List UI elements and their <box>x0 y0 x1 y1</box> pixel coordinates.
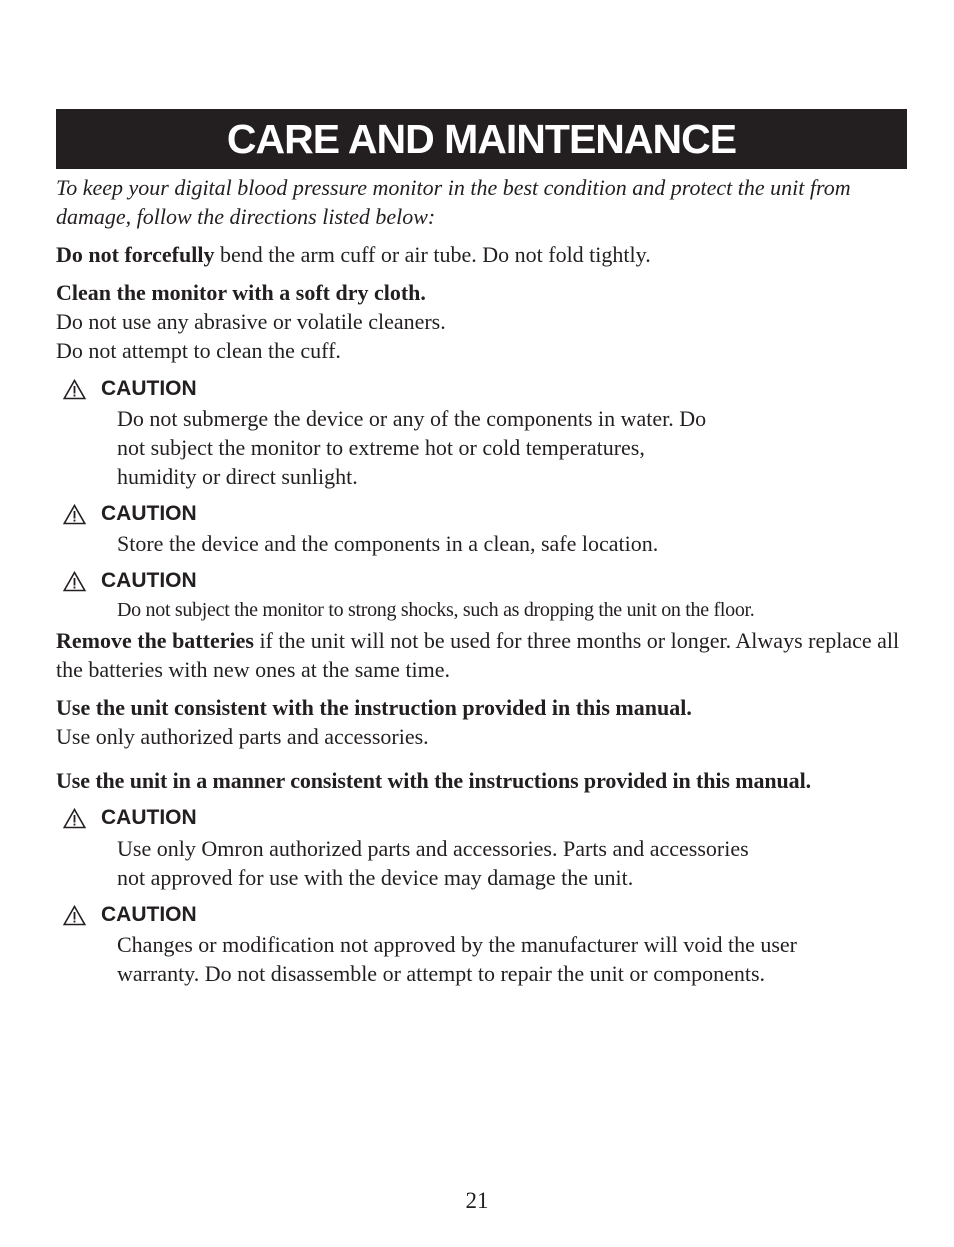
warning-triangle-icon <box>63 504 86 525</box>
caution-heading <box>63 805 197 831</box>
intro-text: To keep your digital blood pressure monitor in the best condition and protect the unit from damage, follow the directions listed below: <box>56 175 851 229</box>
caution-label: CAUTION <box>101 569 197 592</box>
item-forcefully <box>56 240 651 269</box>
caution-label: CAUTION <box>101 502 197 525</box>
caution-5-line1: Changes or modification not approved by the manufacturer will void the user <box>117 932 797 957</box>
caution-heading <box>63 501 197 527</box>
page-title-bar <box>56 109 907 169</box>
item-consistent-heading: Use the unit consistent with the instruction provided in this manual. <box>56 695 692 720</box>
caution-1-line1: Do not submerge the device or any of the components in water. Do <box>117 406 707 431</box>
caution-heading <box>63 568 197 594</box>
caution-5-line2: warranty. Do not disassemble or attempt to repair the unit or components. <box>117 961 766 986</box>
warning-triangle-icon <box>63 808 86 829</box>
item-manner-heading: Use the unit in a manner consistent with the instructions provided in this manual. <box>56 768 811 793</box>
caution-heading <box>63 902 197 928</box>
warning-triangle-icon <box>63 905 86 926</box>
caution-4-line2: not approved for use with the device may damage the unit. <box>117 865 634 890</box>
item-batteries <box>56 626 916 684</box>
caution-label: CAUTION <box>101 377 197 400</box>
caution-1-line2: not subject the monitor to extreme hot or cold temperatures, <box>117 435 645 460</box>
caution-label: CAUTION <box>101 903 197 926</box>
caution-4-line1: Use only Omron authorized parts and accessories. Parts and accessories <box>117 836 749 861</box>
item-batteries-bold: Remove the batteries <box>56 628 254 653</box>
caution-heading <box>63 376 197 402</box>
page-title: CARE AND MAINTENANCE <box>226 115 737 162</box>
caution-1-line3: humidity or direct sunlight. <box>117 464 358 489</box>
item-clean-heading: Clean the monitor with a soft dry cloth. <box>56 280 426 305</box>
warning-triangle-icon <box>63 379 86 400</box>
caution-label: CAUTION <box>101 806 197 829</box>
page-number: 21 <box>465 1188 489 1213</box>
item-forcefully-rest: bend the arm cuff or air tube. Do not fold tightly. <box>214 242 651 267</box>
item-clean-line2: Do not attempt to clean the cuff. <box>56 338 341 363</box>
caution-3-line1: Do not subject the monitor to strong shocks, such as dropping the unit on the floor. <box>117 599 755 621</box>
item-clean-line1: Do not use any abrasive or volatile cleaners. <box>56 309 446 334</box>
item-batteries-rest: if the unit will not be used for three months or longer. Always replace all the batteries with new ones at the same time. <box>56 628 900 682</box>
item-consistent-line1: Use only authorized parts and accessories. <box>56 724 429 749</box>
item-forcefully-bold: Do not forcefully <box>56 242 215 267</box>
warning-triangle-icon <box>63 571 86 592</box>
caution-2-line1: Store the device and the components in a clean, safe location. <box>117 531 659 556</box>
